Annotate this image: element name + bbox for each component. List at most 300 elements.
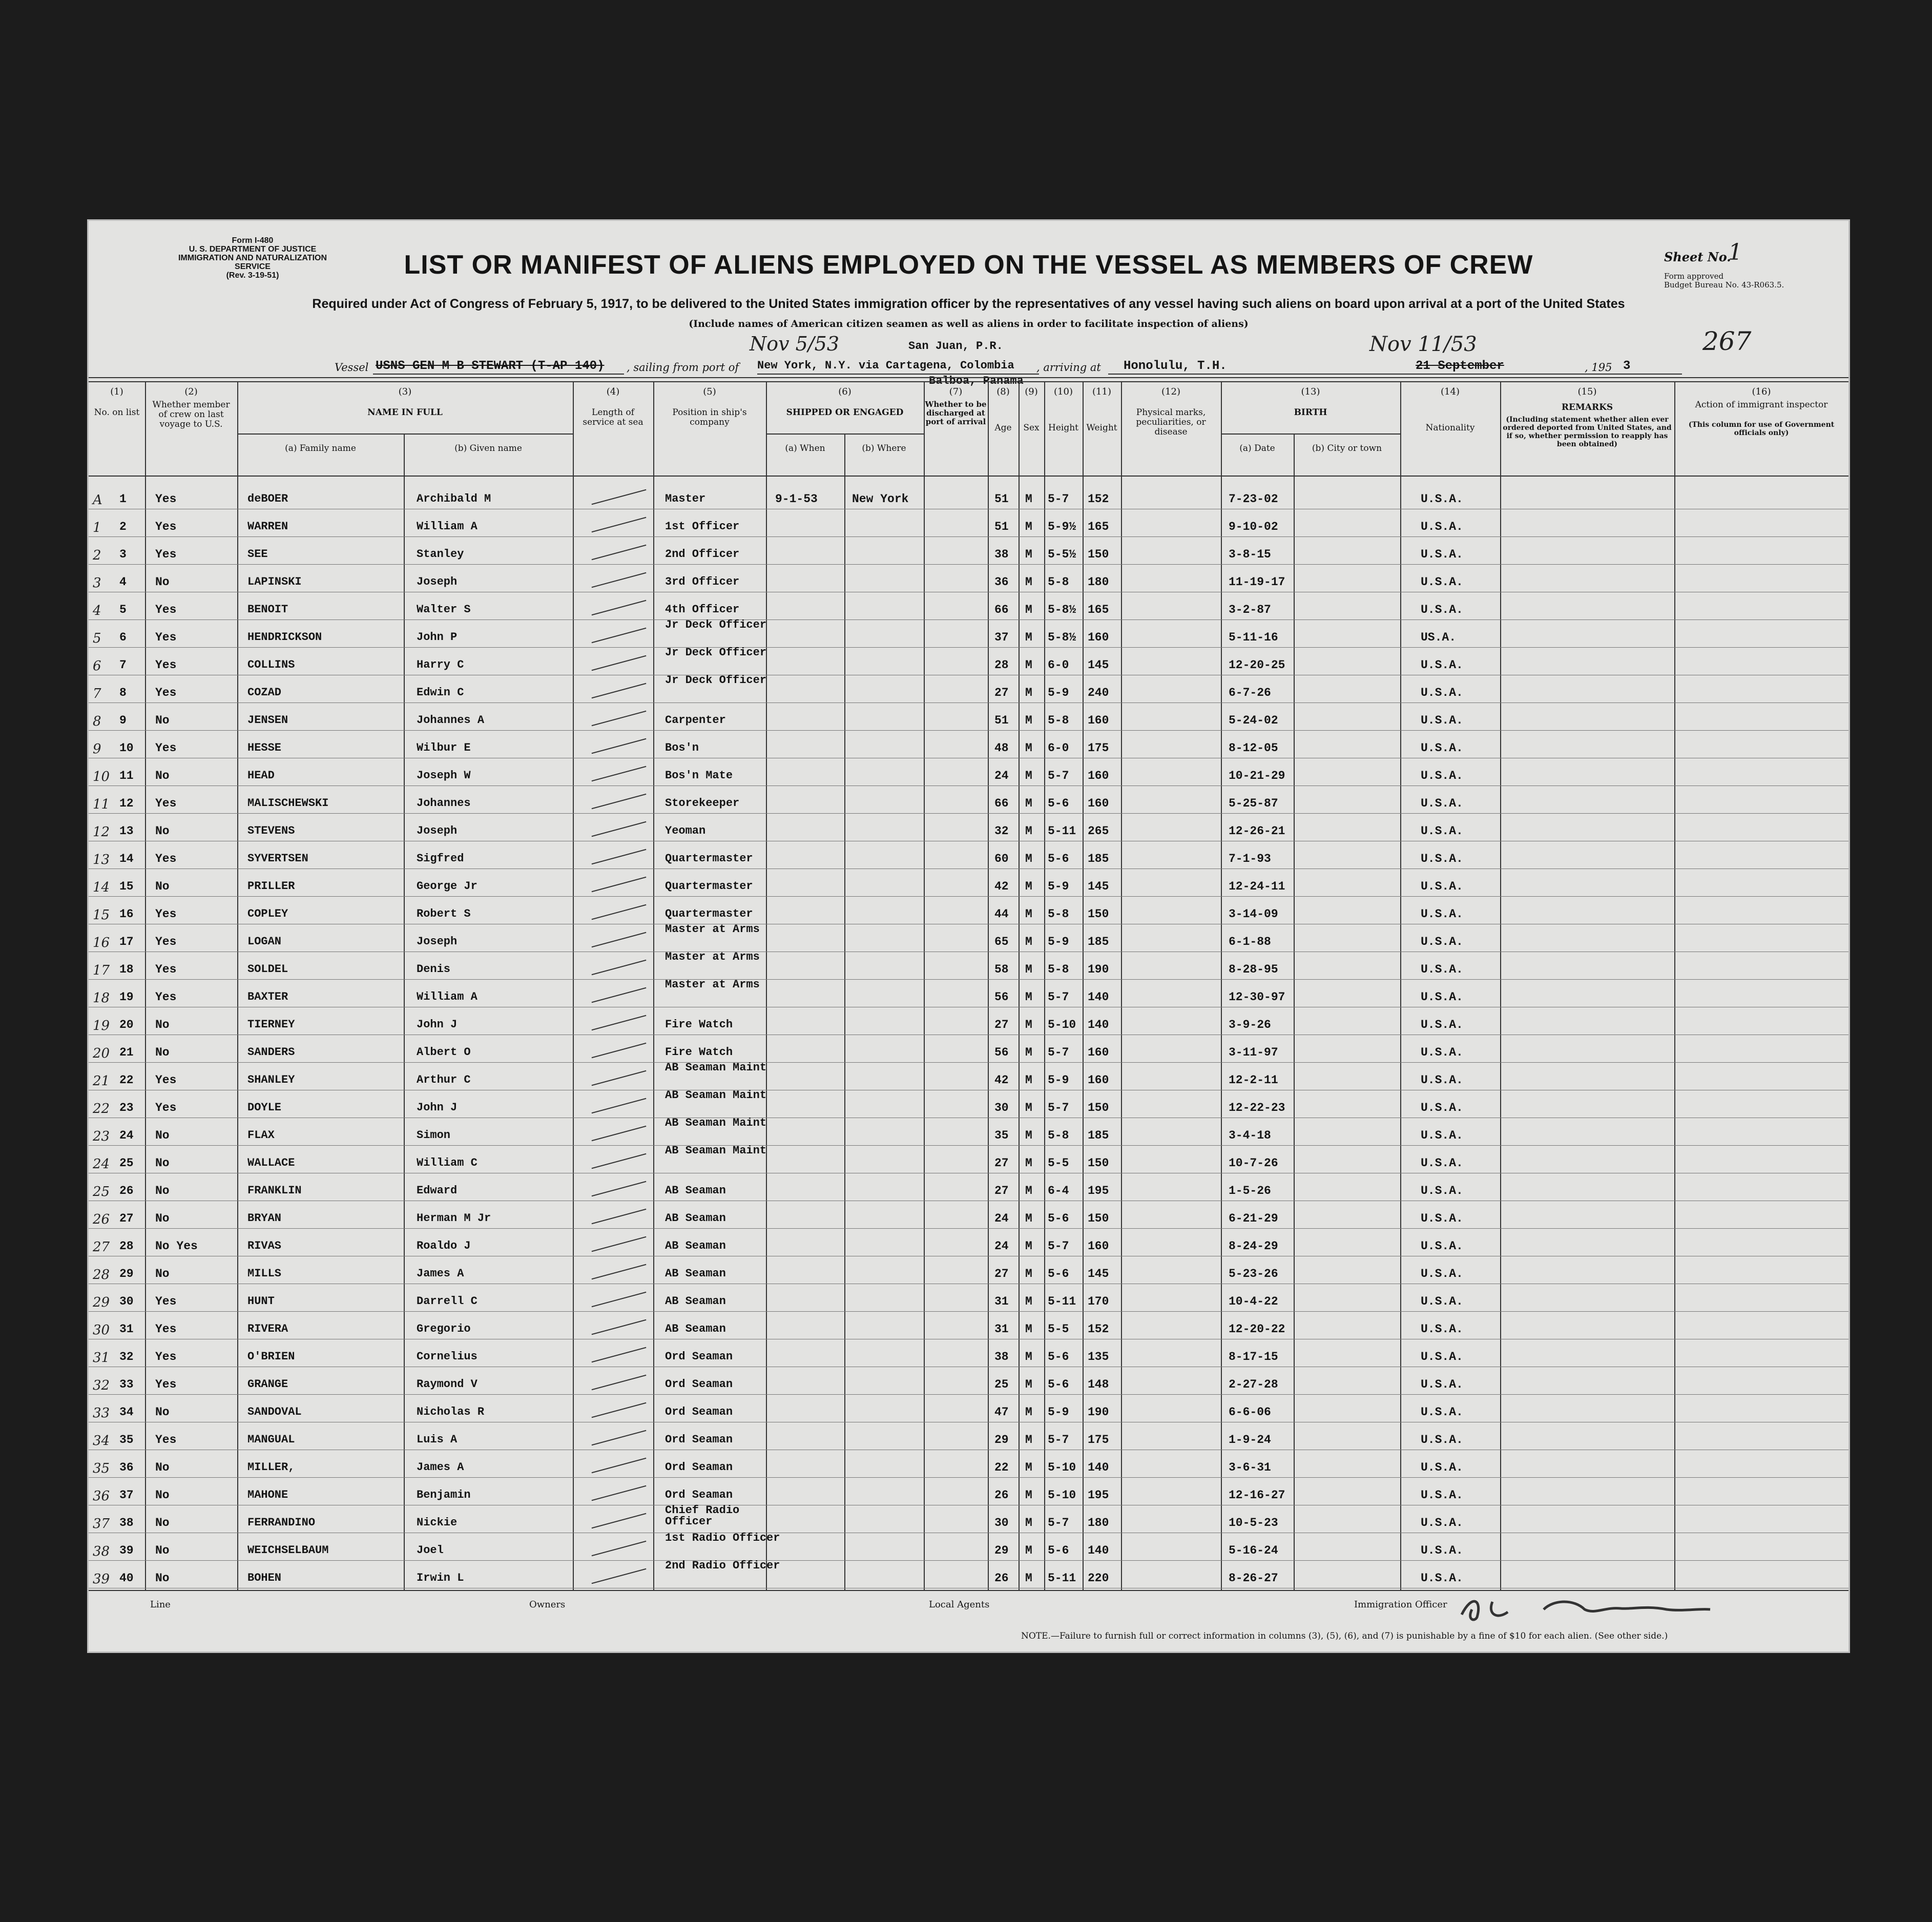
prior-voyage: No xyxy=(155,880,170,893)
birth-date: 10-7-26 xyxy=(1229,1156,1278,1170)
agency-line: (Rev. 3-19-51) xyxy=(226,271,279,280)
given-name: Stanley xyxy=(417,548,464,561)
row-number: 8 xyxy=(119,686,127,699)
check-mark xyxy=(592,1264,647,1279)
officer-signature xyxy=(1451,1594,1718,1625)
position: Ord Seaman xyxy=(665,1406,733,1418)
prior-voyage: Yes xyxy=(155,797,177,810)
sex: M xyxy=(1025,631,1032,644)
sex: M xyxy=(1025,990,1032,1004)
via-port-bottom: Balboa, Panama xyxy=(929,375,1024,387)
sex: M xyxy=(1025,880,1032,893)
weight: 180 xyxy=(1088,575,1109,589)
birth-date: 7-1-93 xyxy=(1229,852,1271,865)
given-name: Darrell C xyxy=(417,1295,477,1308)
handwritten-line-number: 9 xyxy=(93,741,101,757)
shipped-when: 9-1-53 xyxy=(775,492,818,506)
position: Ord Seaman xyxy=(665,1378,733,1391)
age: 29 xyxy=(994,1544,1009,1557)
birth-date: 8-12-05 xyxy=(1229,741,1278,755)
row-number: 28 xyxy=(119,1239,134,1253)
row-number: 9 xyxy=(119,714,127,727)
table-row xyxy=(89,1451,1848,1478)
height: 5-7 xyxy=(1048,990,1069,1004)
sex: M xyxy=(1025,1018,1032,1031)
birth-date: 5-16-24 xyxy=(1229,1544,1278,1557)
sex: M xyxy=(1025,1046,1032,1059)
nationality: U.S.A. xyxy=(1421,907,1463,921)
height: 5-11 xyxy=(1048,824,1076,838)
family-name: MILLS xyxy=(247,1267,282,1280)
prior-voyage: Yes xyxy=(155,548,177,561)
check-mark xyxy=(592,960,647,975)
check-mark xyxy=(592,1070,647,1086)
nationality: U.S.A. xyxy=(1421,1489,1463,1502)
birth-date: 7-23-02 xyxy=(1229,492,1278,506)
position: 2nd Officer xyxy=(665,548,740,561)
prior-voyage: No xyxy=(155,1516,170,1530)
birth-date: 3-8-15 xyxy=(1229,548,1271,561)
age: 30 xyxy=(994,1516,1009,1530)
check-mark xyxy=(592,1043,647,1058)
prior-voyage: No xyxy=(155,1489,170,1502)
height: 5-6 xyxy=(1048,1212,1069,1225)
birth-date: 5-24-02 xyxy=(1229,714,1278,727)
nationality: U.S.A. xyxy=(1421,1433,1463,1446)
col1-header: No. on list xyxy=(94,407,140,418)
via-port-top: San Juan, P.R. xyxy=(908,340,1003,353)
weight: 160 xyxy=(1088,1239,1109,1253)
row-number: 16 xyxy=(119,907,134,921)
col6-header: SHIPPED OR ENGAGED xyxy=(786,407,904,418)
include-note: (Include names of American citizen seamen as well as aliens in order to facilitate inspection of aliens) xyxy=(689,318,1249,329)
position: AB Seaman xyxy=(665,1184,726,1197)
weight: 152 xyxy=(1088,1322,1109,1336)
prior-voyage: Yes xyxy=(155,1101,177,1114)
sex: M xyxy=(1025,824,1032,838)
approval-note xyxy=(1664,272,1784,290)
weight: 265 xyxy=(1088,824,1109,838)
check-mark xyxy=(592,545,647,560)
prior-voyage: Yes xyxy=(155,990,177,1004)
sex: M xyxy=(1025,603,1032,616)
handwritten-line-number: 36 xyxy=(93,1489,110,1504)
vessel-name: USNS GEN M B STEWART (T-AP 140) xyxy=(376,359,605,373)
row-number: 40 xyxy=(119,1572,134,1585)
birth-date: 3-4-18 xyxy=(1229,1129,1271,1142)
handwritten-line-number: 20 xyxy=(93,1046,110,1061)
prior-voyage: Yes xyxy=(155,907,177,921)
height: 5-6 xyxy=(1048,1350,1069,1363)
given-name: Edward xyxy=(417,1184,458,1197)
row-number: 32 xyxy=(119,1350,134,1363)
birth-date: 9-10-02 xyxy=(1229,520,1278,533)
weight: 175 xyxy=(1088,741,1109,755)
row-number: 5 xyxy=(119,603,127,616)
weight: 160 xyxy=(1088,631,1109,644)
birth-date: 12-20-25 xyxy=(1229,658,1285,672)
weight: 190 xyxy=(1088,1406,1109,1419)
family-name: HENDRICKSON xyxy=(247,631,322,644)
col4-header: Length of service at sea xyxy=(583,407,643,427)
sex: M xyxy=(1025,686,1032,699)
prior-voyage: Yes xyxy=(155,658,177,672)
handwritten-line-number: 31 xyxy=(93,1350,110,1366)
check-mark xyxy=(592,849,647,864)
check-mark xyxy=(592,1153,647,1169)
position: Fire Watch xyxy=(665,1018,733,1031)
given-name: Gregorio xyxy=(417,1322,471,1335)
birth-date: 12-22-23 xyxy=(1229,1101,1285,1114)
sex: M xyxy=(1025,714,1032,727)
height: 6-0 xyxy=(1048,741,1069,755)
family-name: SANDOVAL xyxy=(247,1406,302,1418)
given-name: Wilbur E xyxy=(417,741,471,754)
col10-header: Height xyxy=(1048,423,1078,433)
nationality: U.S.A. xyxy=(1421,824,1463,838)
family-name: FLAX xyxy=(247,1129,275,1142)
check-mark xyxy=(592,711,647,726)
height: 5-5½ xyxy=(1048,548,1076,561)
family-name: COZAD xyxy=(247,686,282,699)
weight: 140 xyxy=(1088,990,1109,1004)
col16-subheader: (This column for use of Government officials only) xyxy=(1688,421,1835,437)
nationality: U.S.A. xyxy=(1421,880,1463,893)
col-number: (7) xyxy=(949,386,963,397)
position: Chief Radio Officer xyxy=(665,1504,740,1528)
table-row xyxy=(89,648,1848,676)
birth-date: 5-11-16 xyxy=(1229,631,1278,644)
given-name: Benjamin xyxy=(417,1489,471,1501)
family-name: LOGAN xyxy=(247,935,282,948)
nationality: U.S.A. xyxy=(1421,1350,1463,1363)
check-mark xyxy=(592,1209,647,1224)
given-name: Albert O xyxy=(417,1046,471,1059)
table-row xyxy=(89,1229,1848,1257)
nationality: U.S.A. xyxy=(1421,520,1463,533)
height: 5-8 xyxy=(1048,1129,1069,1142)
nationality: U.S.A. xyxy=(1421,1544,1463,1557)
position: 1st Radio Officer xyxy=(665,1532,780,1544)
birth-date: 12-30-97 xyxy=(1229,990,1285,1004)
table-row xyxy=(89,1119,1848,1146)
birth-date: 3-6-31 xyxy=(1229,1461,1271,1474)
check-mark xyxy=(592,1430,647,1445)
height: 5-9 xyxy=(1048,1073,1069,1087)
age: 42 xyxy=(994,880,1009,893)
weight: 220 xyxy=(1088,1572,1109,1585)
col-number: (9) xyxy=(1025,386,1038,397)
table-row xyxy=(89,1091,1848,1119)
check-mark xyxy=(592,1015,647,1030)
row-number: 18 xyxy=(119,963,134,976)
birth-date: 3-14-09 xyxy=(1229,907,1278,921)
given-name: Arthur C xyxy=(417,1073,471,1086)
handwritten-line-number: 15 xyxy=(93,907,110,923)
position: AB Seaman Maint xyxy=(665,1117,767,1129)
position: Ord Seaman xyxy=(665,1433,733,1446)
table-row xyxy=(89,842,1848,870)
age: 51 xyxy=(994,520,1009,533)
check-mark xyxy=(592,1126,647,1141)
check-mark xyxy=(592,1292,647,1307)
birth-date: 1-5-26 xyxy=(1229,1184,1271,1197)
handwritten-line-number: 12 xyxy=(93,824,110,840)
table-row xyxy=(89,759,1848,787)
prior-voyage: No xyxy=(155,714,170,727)
check-mark xyxy=(592,1319,647,1335)
given-name: Archibald M xyxy=(417,492,491,505)
col13-header: BIRTH xyxy=(1294,407,1327,418)
family-name: BENOIT xyxy=(247,603,288,616)
given-name: Joseph xyxy=(417,824,458,837)
check-mark xyxy=(592,1375,647,1390)
col-number: (4) xyxy=(606,386,620,397)
height: 5-7 xyxy=(1048,1046,1069,1059)
given-name: Robert S xyxy=(417,907,471,920)
family-name: HESSE xyxy=(247,741,282,754)
sex: M xyxy=(1025,1295,1032,1308)
sex: M xyxy=(1025,1239,1032,1253)
given-name: Roaldo J xyxy=(417,1239,471,1252)
nationality: U.S.A. xyxy=(1421,1516,1463,1530)
position: AB Seaman Maint xyxy=(665,1089,767,1102)
col-number: (16) xyxy=(1752,386,1771,397)
nationality: U.S.A. xyxy=(1421,1073,1463,1087)
family-name: RIVAS xyxy=(247,1239,282,1252)
weight: 185 xyxy=(1088,1129,1109,1142)
table-row xyxy=(89,538,1848,565)
position: AB Seaman xyxy=(665,1239,726,1252)
sex: M xyxy=(1025,1101,1032,1114)
row-number: 34 xyxy=(119,1406,134,1419)
position: Ord Seaman xyxy=(665,1461,733,1474)
weight: 185 xyxy=(1088,935,1109,948)
position: AB Seaman xyxy=(665,1267,726,1280)
prior-voyage: Yes xyxy=(155,631,177,644)
age: 28 xyxy=(994,658,1009,672)
col3a-header: (a) Family name xyxy=(285,443,356,453)
weight: 195 xyxy=(1088,1184,1109,1197)
position: Jr Deck Officer xyxy=(665,618,767,631)
nationality: U.S.A. xyxy=(1421,575,1463,589)
handwritten-line-number: 10 xyxy=(93,769,110,784)
family-name: RIVERA xyxy=(247,1322,288,1335)
row-number: 29 xyxy=(119,1267,134,1280)
height: 5-9 xyxy=(1048,1406,1069,1419)
birth-date: 12-16-27 xyxy=(1229,1489,1285,1502)
height: 5-7 xyxy=(1048,492,1069,506)
age: 66 xyxy=(994,797,1009,810)
given-name: Joseph W xyxy=(417,769,471,782)
check-mark xyxy=(592,738,647,754)
handwritten-line-number: 14 xyxy=(93,880,110,895)
nationality: U.S.A. xyxy=(1421,1046,1463,1059)
handwritten-line-number: 38 xyxy=(93,1544,110,1559)
height: 5-8 xyxy=(1048,963,1069,976)
row-number: 2 xyxy=(119,520,127,533)
row-number: 1 xyxy=(119,492,127,506)
age: 44 xyxy=(994,907,1009,921)
family-name: HUNT xyxy=(247,1295,275,1308)
position: AB Seaman Maint xyxy=(665,1061,767,1074)
birth-date: 5-25-87 xyxy=(1229,797,1278,810)
table-row xyxy=(89,1395,1848,1423)
weight: 160 xyxy=(1088,1046,1109,1059)
family-name: FERRANDINO xyxy=(247,1516,316,1529)
sex: M xyxy=(1025,907,1032,921)
birth-date: 8-28-95 xyxy=(1229,963,1278,976)
position: AB Seaman xyxy=(665,1212,726,1225)
given-name: Joseph xyxy=(417,575,458,588)
nationality: U.S.A. xyxy=(1421,990,1463,1004)
weight: 145 xyxy=(1088,880,1109,893)
prior-voyage: No xyxy=(155,1267,170,1280)
row-number: 24 xyxy=(119,1129,134,1142)
check-mark xyxy=(592,1098,647,1113)
check-mark xyxy=(592,904,647,920)
col-number: (14) xyxy=(1441,386,1460,397)
handwritten-sail-date: Nov 5/53 xyxy=(750,333,840,355)
position: Master at Arms xyxy=(665,950,760,963)
row-number: 4 xyxy=(119,575,127,589)
position: AB Seaman xyxy=(665,1295,726,1308)
position: 3rd Officer xyxy=(665,575,740,588)
position: Jr Deck Officer xyxy=(665,646,767,659)
sex: M xyxy=(1025,1129,1032,1142)
weight: 160 xyxy=(1088,714,1109,727)
handwritten-line-number: 21 xyxy=(93,1073,110,1089)
handwritten-line-number: 23 xyxy=(93,1129,110,1144)
nationality: U.S.A. xyxy=(1421,935,1463,948)
nationality: U.S.A. xyxy=(1421,797,1463,810)
birth-date: 12-20-22 xyxy=(1229,1322,1285,1336)
family-name: WEICHSELBAUM xyxy=(247,1544,329,1557)
sex: M xyxy=(1025,658,1032,672)
table-row xyxy=(89,870,1848,897)
sex: M xyxy=(1025,1212,1032,1225)
col-number: (1) xyxy=(110,386,123,397)
age: 24 xyxy=(994,1239,1009,1253)
sex: M xyxy=(1025,548,1032,561)
height: 5-10 xyxy=(1048,1489,1076,1502)
sex: M xyxy=(1025,1433,1032,1446)
table-row xyxy=(89,1423,1848,1451)
position: Ord Seaman xyxy=(665,1489,733,1501)
check-mark xyxy=(592,1458,647,1473)
nationality: U.S.A. xyxy=(1421,714,1463,727)
given-name: John J xyxy=(417,1101,458,1114)
family-name: SANDERS xyxy=(247,1046,295,1059)
prior-voyage: Yes xyxy=(155,603,177,616)
table-row xyxy=(89,1146,1848,1174)
col7-header: Whether to be discharged at port of arrival xyxy=(925,400,987,426)
prior-voyage: Yes xyxy=(155,492,177,506)
handwritten-line-number: 2 xyxy=(93,548,101,563)
row-number: 31 xyxy=(119,1322,134,1336)
sex: M xyxy=(1025,769,1032,782)
age: 27 xyxy=(994,1156,1009,1170)
footer-line-label: Line xyxy=(150,1599,171,1610)
col9-header: Sex xyxy=(1023,423,1040,433)
given-name: Sigfred xyxy=(417,852,464,865)
prior-voyage: Yes xyxy=(155,686,177,699)
vessel-label: Vessel xyxy=(335,361,369,374)
col12-header: Physical marks, peculiarities, or disease xyxy=(1136,407,1206,437)
handwritten-line-number: 29 xyxy=(93,1295,110,1310)
prior-voyage: Yes xyxy=(155,520,177,533)
handwritten-line-number: 13 xyxy=(93,852,110,867)
row-number: 33 xyxy=(119,1378,134,1391)
sex: M xyxy=(1025,741,1032,755)
nationality: US.A. xyxy=(1421,631,1457,644)
prior-voyage: Yes xyxy=(155,935,177,948)
table-row xyxy=(89,1008,1848,1036)
nationality: U.S.A. xyxy=(1421,963,1463,976)
nationality: U.S.A. xyxy=(1421,548,1463,561)
family-name: HEAD xyxy=(247,769,275,782)
age: 27 xyxy=(994,1267,1009,1280)
col13a-header: (a) Date xyxy=(1239,443,1275,453)
page-stamp: 267 xyxy=(1702,326,1752,356)
row-number: 7 xyxy=(119,658,127,672)
prior-voyage: No xyxy=(155,1461,170,1474)
position: AB Seaman Maint xyxy=(665,1144,767,1157)
row-number: 23 xyxy=(119,1101,134,1114)
birth-date: 6-1-88 xyxy=(1229,935,1271,948)
family-name: BOHEN xyxy=(247,1572,282,1584)
weight: 165 xyxy=(1088,520,1109,533)
table-row xyxy=(89,1202,1848,1229)
handwritten-line-number: A xyxy=(93,492,102,508)
birth-date: 5-23-26 xyxy=(1229,1267,1278,1280)
check-mark xyxy=(592,1181,647,1196)
row-number: 20 xyxy=(119,1018,134,1031)
family-name: MANGUAL xyxy=(247,1433,295,1446)
sheet-no-label: Sheet No. xyxy=(1664,250,1731,264)
col-number: (15) xyxy=(1577,386,1597,397)
approval-line: Budget Bureau No. 43-R063.5. xyxy=(1664,280,1784,290)
sex: M xyxy=(1025,797,1032,810)
given-name: Herman M Jr xyxy=(417,1212,491,1225)
sex: M xyxy=(1025,935,1032,948)
handwritten-line-number: 35 xyxy=(93,1461,110,1476)
year-label: , 195 xyxy=(1585,361,1612,374)
nationality: U.S.A. xyxy=(1421,603,1463,616)
height: 5-8½ xyxy=(1048,631,1076,644)
sex: M xyxy=(1025,1073,1032,1087)
check-mark xyxy=(592,572,647,588)
nationality: U.S.A. xyxy=(1421,1156,1463,1170)
check-mark xyxy=(592,1513,647,1528)
table-row xyxy=(89,1257,1848,1285)
family-name: SYVERTSEN xyxy=(247,852,308,865)
birth-date: 12-24-11 xyxy=(1229,880,1285,893)
handwritten-line-number: 27 xyxy=(93,1239,110,1255)
position: 1st Officer xyxy=(665,520,740,533)
table-row xyxy=(89,787,1848,814)
table-row xyxy=(89,1174,1848,1202)
family-name: LAPINSKI xyxy=(247,575,302,588)
family-name: BRYAN xyxy=(247,1212,282,1225)
given-name: James A xyxy=(417,1461,464,1474)
weight: 150 xyxy=(1088,907,1109,921)
sailing-label: , sailing from port of xyxy=(627,361,739,374)
handwritten-line-number: 22 xyxy=(93,1101,110,1117)
check-mark xyxy=(592,1485,647,1501)
table-row xyxy=(89,593,1848,621)
age: 22 xyxy=(994,1461,1009,1474)
